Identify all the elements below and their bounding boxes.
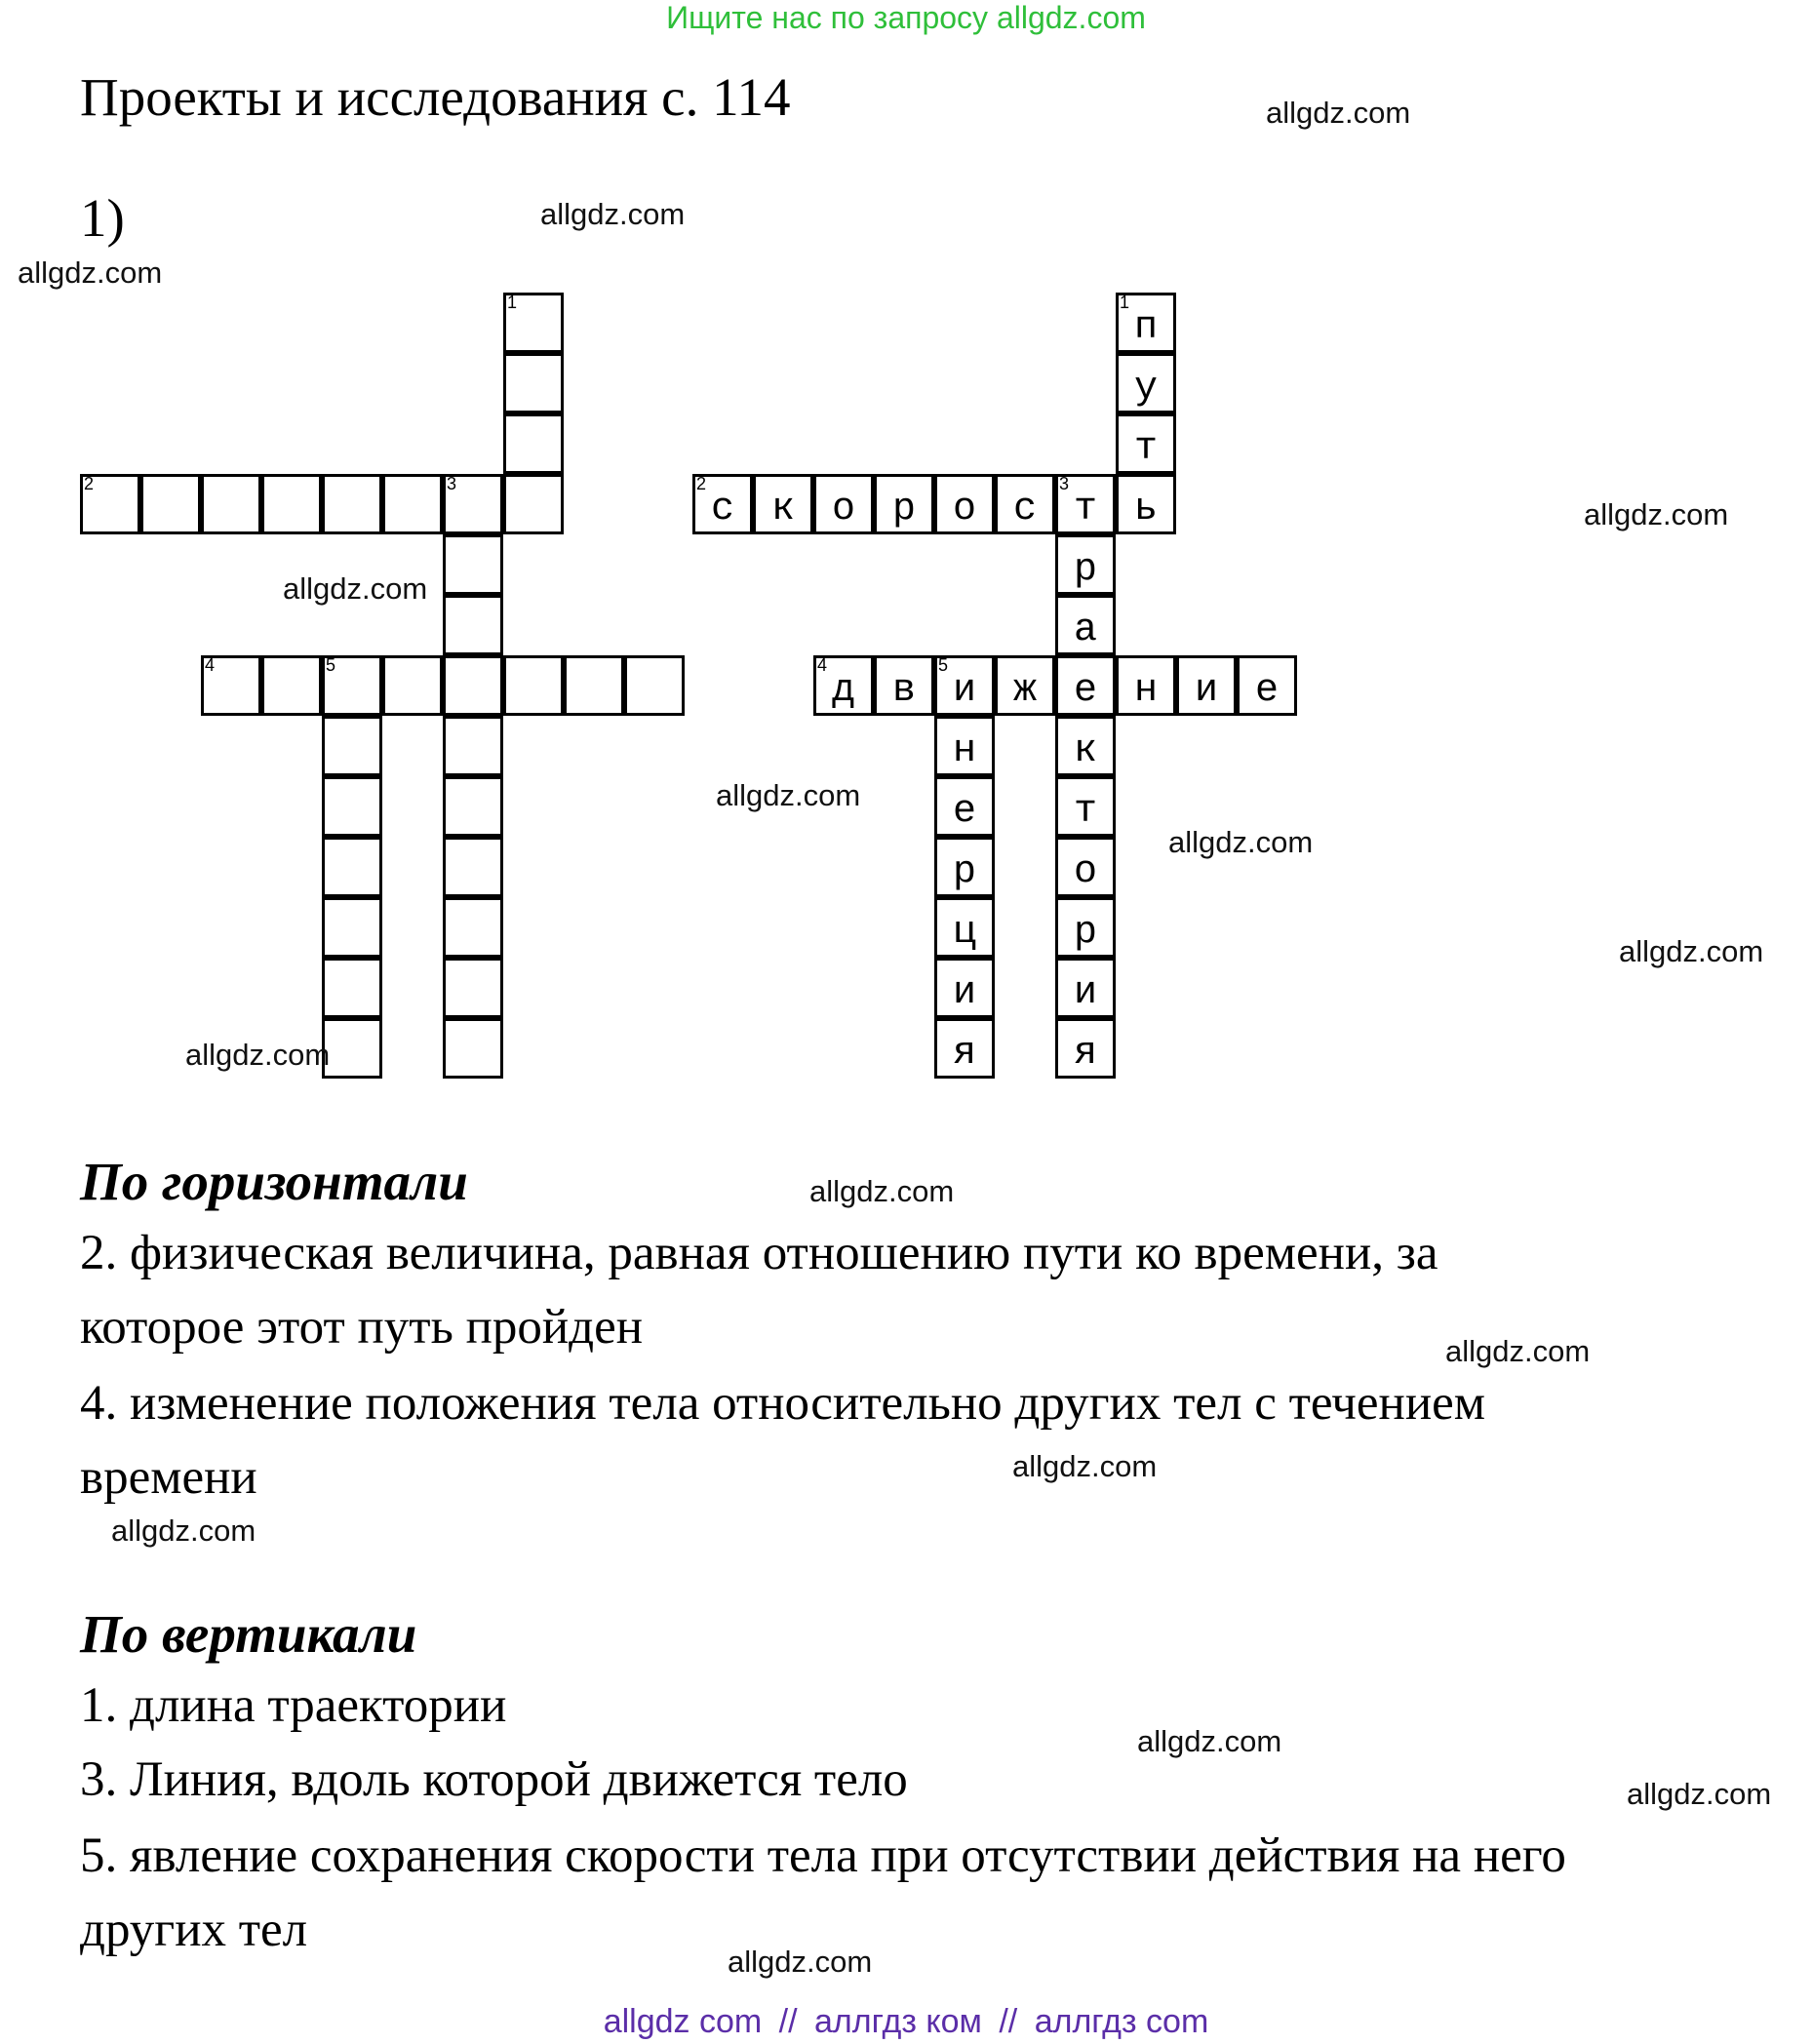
crossword-cell [322,897,382,958]
crossword-cell [624,655,685,716]
clue-number: 2 [84,474,95,493]
crossword-cell [140,474,201,534]
crossword-cell [1055,897,1116,958]
crossword-cell [322,716,382,776]
crossword-cell [1055,776,1116,837]
crossword-cell [443,1018,503,1079]
crossword-cell [564,655,624,716]
crossword-cell [503,353,564,413]
crossword-cell [443,776,503,837]
crossword-letter: ж [1012,669,1037,713]
horizontal-heading: По горизонтали [80,1152,468,1211]
clue-h4-line1: 4. изменение положения тела относительно других тел с течением [80,1376,1486,1431]
footer-link-3[interactable]: аллгдз com [1034,2003,1209,2040]
clue-number: 4 [205,655,216,675]
crossword-cell [503,655,564,716]
crossword-cell [503,474,564,534]
watermark: allgdz.com [1137,1724,1282,1758]
crossword-cell [322,776,382,837]
watermark: allgdz.com [185,1038,331,1072]
crossword-cell [443,958,503,1018]
crossword-cell [934,474,995,534]
crossword-cell [201,655,261,716]
crossword-letter: а [1073,609,1097,652]
page-title: Проекты и исследования с. 114 [80,67,791,127]
crossword-cell [1055,1018,1116,1079]
crossword-letter: е [1254,669,1279,713]
crossword-letter: о [952,488,976,531]
crossword-letter: р [1073,548,1097,592]
clue-v1: 1. длина траектории [80,1678,507,1733]
crossword-cell [503,413,564,474]
watermark: allgdz.com [1266,96,1411,130]
clue-number: 1 [1120,293,1130,312]
crossword-cell [80,474,140,534]
crossword-cell [322,474,382,534]
crossword-cell [443,897,503,958]
footer-link-1[interactable]: allgdz com [603,2003,763,2040]
crossword-cell [874,655,934,716]
crossword-cell [443,655,503,716]
clue-number: 5 [326,655,336,675]
crossword-cell [934,776,995,837]
crossword-cell [934,958,995,1018]
crossword-letter: р [1073,911,1097,955]
crossword-cell [322,837,382,897]
crossword-letter: т [1133,427,1158,471]
crossword-cell [322,655,382,716]
crossword-letter: т [1073,488,1097,531]
crossword-cell [692,474,753,534]
crossword-letter: и [952,669,976,713]
crossword-letter: ь [1133,488,1158,531]
crossword-cell [1116,655,1176,716]
crossword-cell [934,1018,995,1079]
crossword-cell [443,595,503,655]
crossword-cell [382,474,443,534]
crossword-letter: с [710,488,734,531]
watermark: allgdz.com [1012,1449,1158,1483]
crossword-cell [1116,413,1176,474]
crossword-letter: р [891,488,916,531]
crossword-letter: я [1073,1032,1097,1076]
clue-number: 1 [507,293,518,312]
crossword-letter: и [1073,971,1097,1015]
watermark: allgdz.com [283,571,428,606]
crossword-letter: и [952,971,976,1015]
vertical-heading: По вертикали [80,1604,417,1664]
crossword-cell [443,837,503,897]
crossword-cell [261,474,322,534]
watermark: allgdz.com [1619,934,1764,968]
crossword-cell [1055,474,1116,534]
crossword-cell [1237,655,1297,716]
clue-h2-line1: 2. физическая величина, равная отношению пути ко времени, за [80,1226,1438,1280]
crossword-cell [1055,716,1116,776]
footer-separator: // [999,2003,1018,2040]
crossword-cell [934,897,995,958]
crossword-cell [1176,655,1237,716]
crossword-letter: о [1073,850,1097,894]
part-label: 1) [80,188,125,248]
crossword-cell [322,958,382,1018]
clue-v5-line2: других тел [80,1903,308,1957]
crossword-cell [1055,958,1116,1018]
crossword-letter: о [831,488,855,531]
crossword-cell [322,1018,382,1079]
crossword-letter: и [1194,669,1218,713]
watermark: allgdz.com [18,256,163,290]
clue-number: 3 [447,474,457,493]
crossword-cell [813,655,874,716]
footer [0,2003,1812,2041]
crossword-letter: н [1133,669,1158,713]
crossword-cell [443,534,503,595]
watermark: allgdz.com [1627,1777,1772,1811]
clue-number: 3 [1059,474,1070,493]
crossword-cell [995,474,1055,534]
watermark: allgdz.com [540,197,686,231]
top-banner: Ищите нас по запросу allgdz.com [666,0,1146,35]
crossword-letter: к [770,488,795,531]
crossword-cell [382,655,443,716]
crossword-letter: д [831,669,855,713]
crossword-letter: к [1073,729,1097,773]
clue-v3: 3. Линия, вдоль которой движется тело [80,1752,908,1807]
crossword-cell [261,655,322,716]
crossword-cell [995,655,1055,716]
crossword-cell [753,474,813,534]
watermark: allgdz.com [1584,497,1729,531]
crossword-letter: п [1133,306,1158,350]
crossword-cell [813,474,874,534]
crossword-letter: е [1073,669,1097,713]
crossword-cell [1055,534,1116,595]
crossword-cell [1055,595,1116,655]
clue-h2-line2: которое этот путь пройден [80,1300,644,1355]
crossword-letter: с [1012,488,1037,531]
clue-v5-line1: 5. явление сохранения скорости тела при отсутствии действия на него [80,1828,1566,1883]
crossword-cell [934,837,995,897]
watermark: allgdz.com [111,1513,256,1548]
crossword-letter: е [952,790,976,834]
watermark: allgdz.com [728,1945,873,1979]
crossword-letter: н [952,729,976,773]
clue-h4-line2: времени [80,1450,257,1505]
crossword-letter: в [891,669,916,713]
watermark: allgdz.com [1168,825,1314,859]
crossword-letter: ц [952,911,976,955]
crossword-cell [874,474,934,534]
crossword-cell [1116,293,1176,353]
crossword-letter: р [952,850,976,894]
crossword-letter: я [952,1032,976,1076]
watermark: allgdz.com [809,1174,955,1208]
crossword-cell [503,293,564,353]
crossword-cell [443,716,503,776]
watermark: allgdz.com [716,778,861,812]
footer-link-2[interactable]: аллгдз ком [814,2003,982,2040]
crossword-cell [201,474,261,534]
crossword-cell [934,655,995,716]
footer-separator: // [778,2003,798,2040]
crossword-cell [1055,837,1116,897]
clue-number: 5 [938,655,949,675]
crossword-cell [1055,655,1116,716]
crossword-cell [443,474,503,534]
crossword-letter: у [1133,367,1158,411]
clue-number: 2 [696,474,707,493]
crossword-cell [1116,353,1176,413]
clue-number: 4 [817,655,828,675]
crossword-letter: т [1073,790,1097,834]
crossword-cell [934,716,995,776]
watermark: allgdz.com [1445,1334,1591,1368]
crossword-cell [1116,474,1176,534]
